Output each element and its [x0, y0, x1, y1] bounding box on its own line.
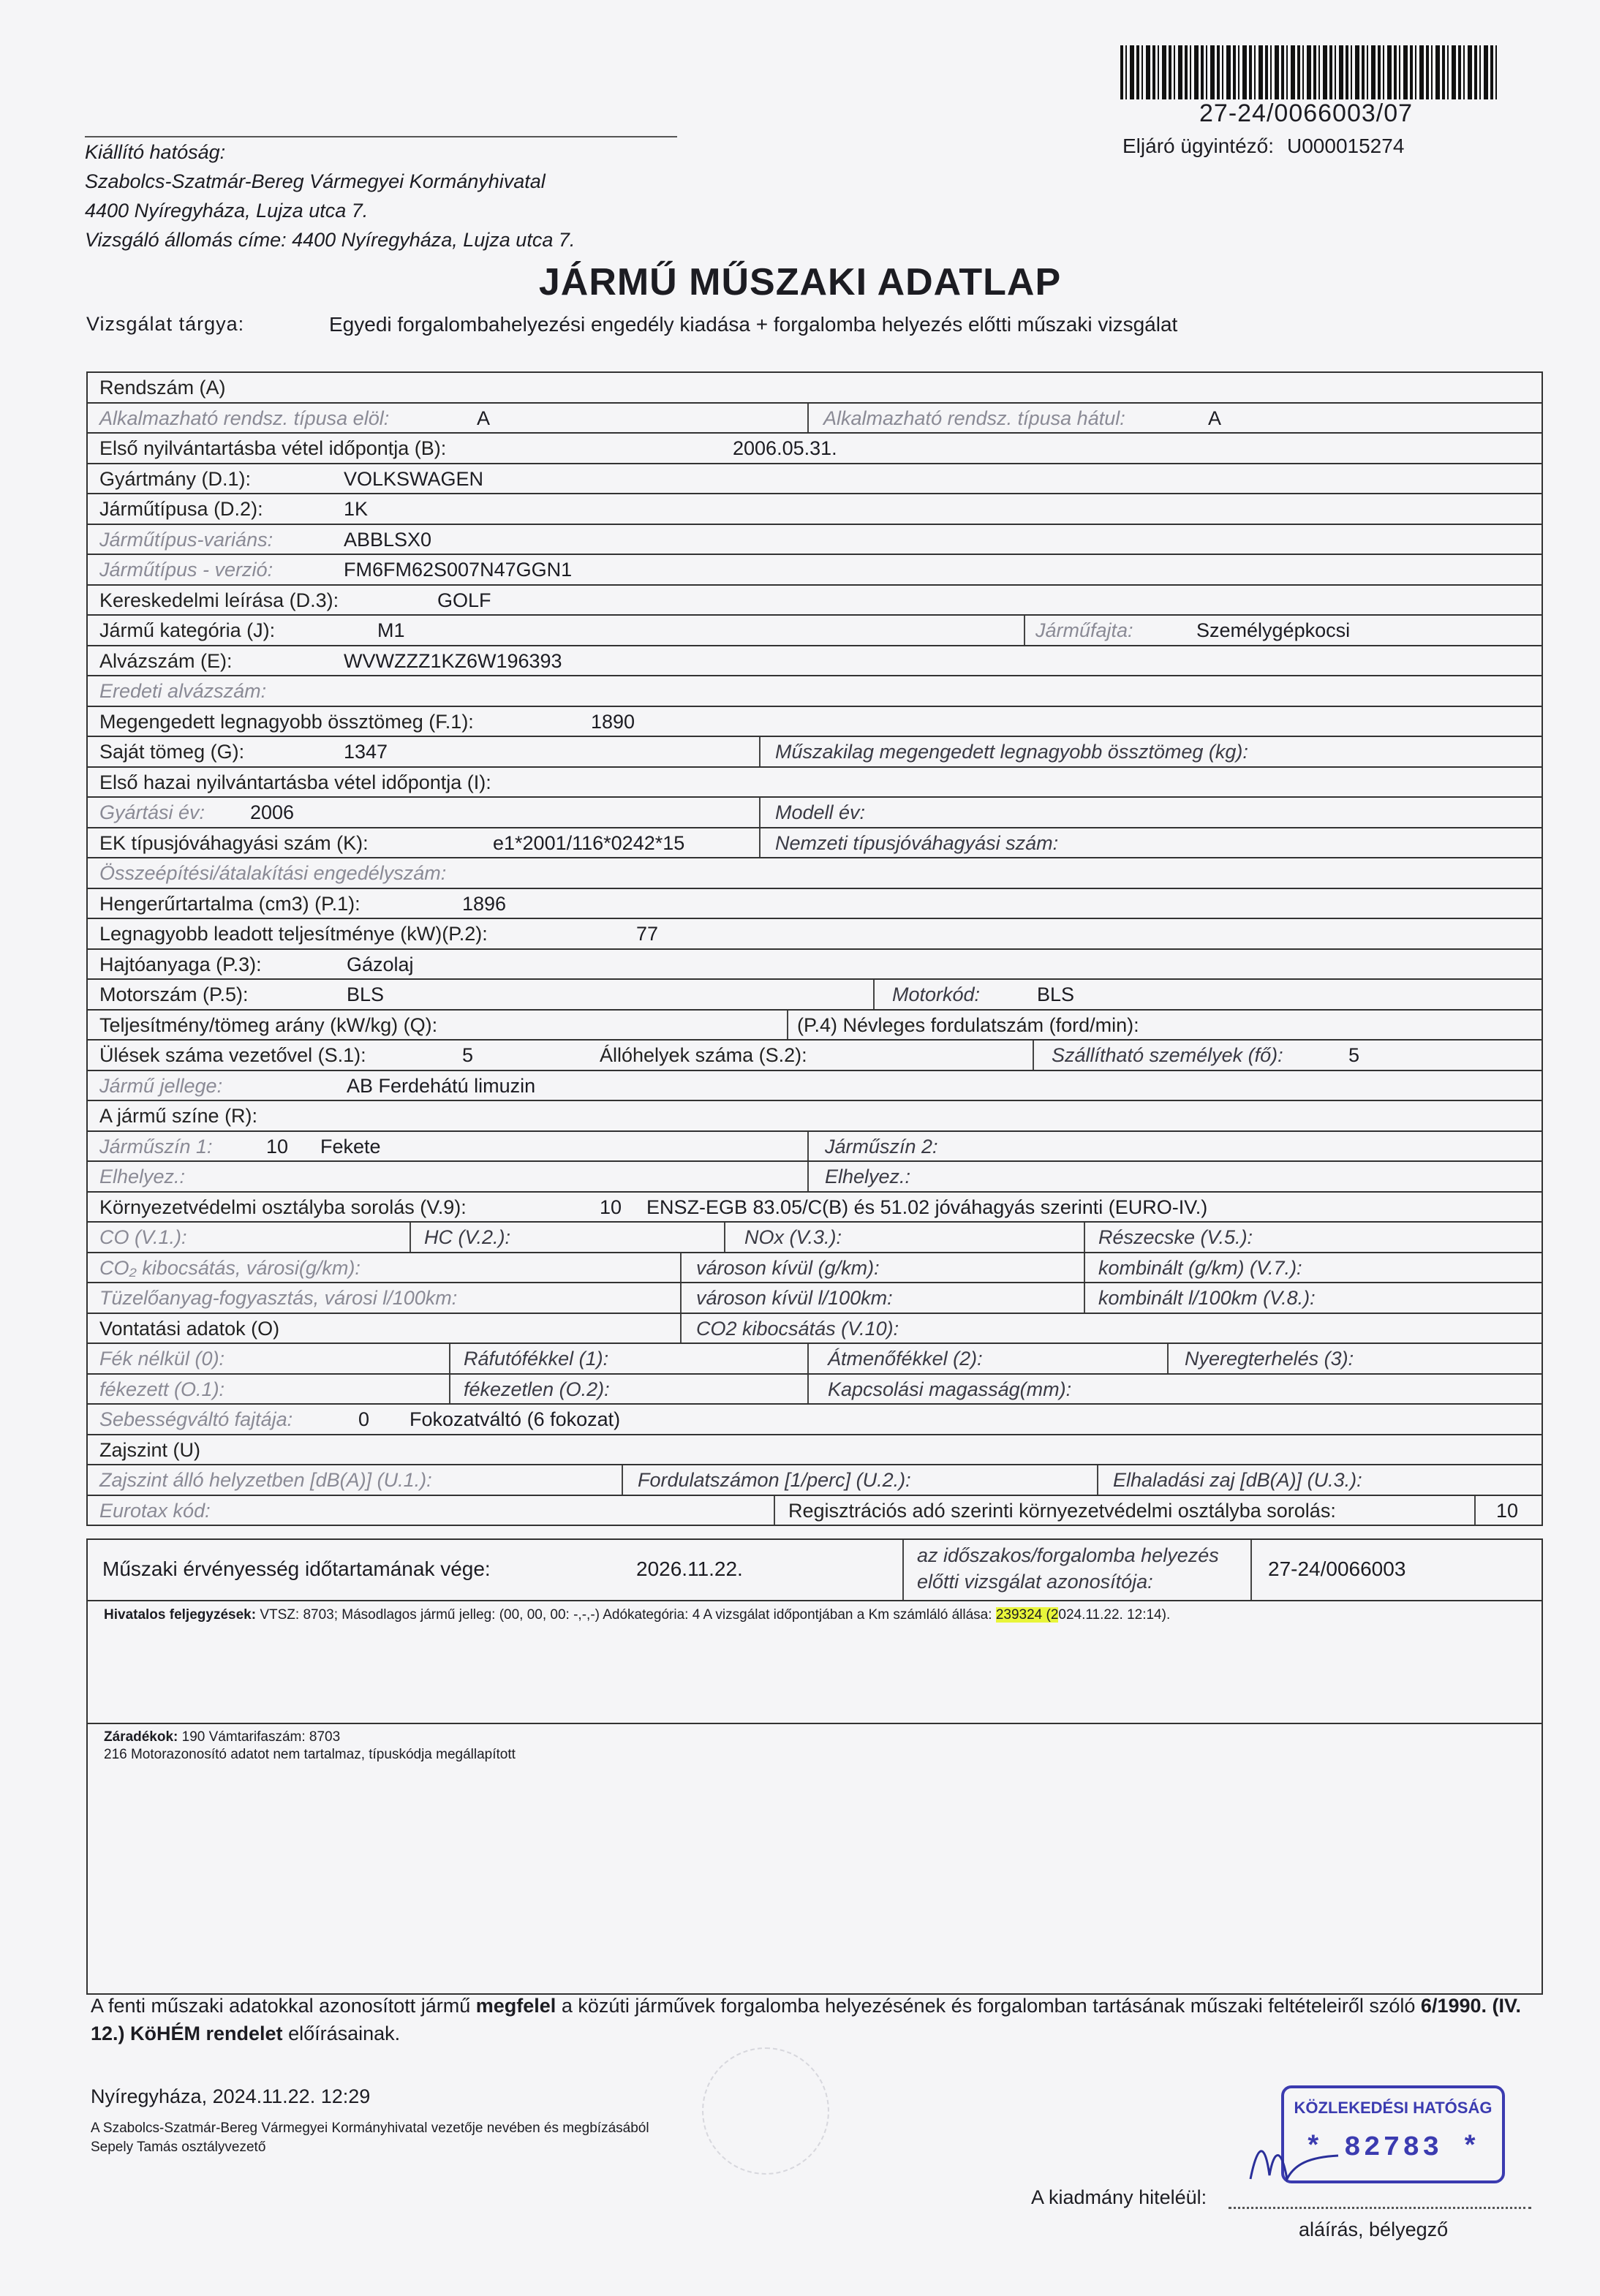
plate-label: Rendszám (A) [99, 377, 226, 399]
trade-label: Kereskedelmi leírása (D.3): [99, 589, 339, 611]
stamp-title: KÖZLEKEDÉSI HATÓSÁG [1294, 2099, 1493, 2117]
row-rebuild [88, 858, 1541, 889]
seats-value: 5 [462, 1044, 474, 1066]
notes-body: VTSZ: 8703; Másodlagos jármű jelleg: (00, 00, 00: -,-,-) Adókategória: 4 A vizsgálat időpontjában a Km számláló állása: [256, 1607, 996, 1623]
clauses-tariff: 190 Vámtarifaszám: 8703 [178, 1729, 341, 1745]
row-body [88, 1071, 1541, 1102]
body-value: AB Ferdehátú limuzin [347, 1074, 536, 1097]
color-label: A jármű színe (R): [99, 1105, 258, 1127]
signer-block [91, 2119, 649, 2157]
type-value: 1K [344, 498, 369, 520]
own-mass-label: Saját tömeg (G): [99, 741, 245, 763]
year-value: 2006 [250, 801, 295, 823]
row-vin [88, 646, 1541, 677]
row-color1 [88, 1132, 1541, 1163]
inspection-id-label-2: előtti vizsgálat azonosítója: [917, 1571, 1153, 1593]
first-reg-label: Első nyilvántartásba vétel időpontja (B): [99, 437, 447, 459]
inspection-id-value: 27-24/0066003 [1268, 1557, 1406, 1580]
data-form [86, 371, 1543, 1526]
plate-front-value: A [477, 407, 491, 429]
noise-stat-label: Zajszint álló helyzetben [dB(A)] (U.1.): [99, 1469, 432, 1491]
co2-out-label: városon kívül (g/km): [696, 1256, 880, 1279]
row-brakes [88, 1344, 1541, 1375]
official-notes [86, 1598, 1543, 1724]
row-domestic-reg [88, 768, 1541, 798]
subject-value: Egyedi forgalombahelyezési engedély kiadása + forgalomba helyezés előtti műszaki vizsgálat [329, 313, 1178, 336]
statement-bold-2: 6/1990. (IV. 12.) KöHÉM rendelet [91, 1995, 1522, 2044]
engine-code-value: BLS [1037, 983, 1075, 1005]
tow-label: Vontatási adatok (O) [99, 1317, 280, 1340]
row-power [88, 919, 1541, 950]
fuel-label: Hajtóanyaga (P.3): [99, 953, 262, 975]
max-mass-value: 1890 [591, 710, 635, 733]
row-trade [88, 586, 1541, 616]
row-displacement [88, 889, 1541, 920]
row-noise-values [88, 1465, 1541, 1496]
seats-label: Ülések száma vezetővel (S.1): [99, 1044, 366, 1066]
standing-label: Állóhelyek száma (S.2): [600, 1044, 807, 1066]
row-place [88, 1162, 1541, 1193]
signature-icon [1243, 2135, 1346, 2194]
row-towing [88, 1314, 1541, 1345]
signer-line-2: Sepely Tamás osztályvezető [91, 2140, 266, 2155]
fuel-value: Gázolaj [347, 953, 414, 975]
max-mass-label: Megengedett legnagyobb össztömeg (F.1): [99, 710, 474, 733]
certify-label: A kiadmány hiteléül: [1031, 2186, 1207, 2208]
gearbox-label: Sebességváltó fajtája: [99, 1408, 293, 1430]
statement-part-3: előírásainak. [282, 2023, 401, 2044]
row-orig-vin [88, 676, 1541, 707]
row-engine [88, 980, 1541, 1011]
noise-label: Zajszint (U) [99, 1438, 201, 1461]
nox-label: NOx (V.3.): [744, 1226, 842, 1248]
row-pw-ratio [88, 1011, 1541, 1041]
nobrake-label: Fék nélkül (0): [99, 1348, 225, 1370]
signature-line [1229, 2207, 1531, 2209]
ec-value: e1*2001/116*0242*15 [493, 831, 685, 854]
handler [1122, 135, 1404, 158]
category-value: M1 [377, 619, 405, 641]
place-date: Nyíregyháza, 2024.11.22. 12:29 [91, 2085, 371, 2107]
row-ec-approval [88, 828, 1541, 859]
row-eurotax [88, 1496, 1541, 1525]
statement-part-1: A fenti műszaki adatokkal azonosított jármű [91, 1995, 476, 2017]
ec-label: EK típusjóváhagyási szám (K): [99, 831, 369, 854]
odometer-date-rest: 024.11.22. 12:14). [1058, 1607, 1171, 1623]
braked-label: fékezett (O.1): [99, 1378, 225, 1400]
fuel-out-label: városon kívül l/100km: [696, 1287, 893, 1309]
row-make [88, 464, 1541, 495]
unbraked-label: fékezetlen (O.2): [464, 1378, 610, 1400]
version-value: FM6FM62S007N47GGN1 [344, 559, 573, 581]
row-first-reg [88, 434, 1541, 464]
variant-label: Járműtípus-variáns: [99, 528, 273, 551]
odometer-date-start: (2 [1042, 1607, 1059, 1623]
fuel-city-label: Tüzelőanyag-fogyasztás, városi l/100km: [99, 1287, 458, 1309]
odometer-value: 239324 [995, 1607, 1043, 1623]
compliance-statement [91, 1992, 1539, 2047]
row-emissions-1 [88, 1223, 1541, 1253]
signer-line-1: A Szabolcs-Szatmár-Bereg Vármegyei Kormányhivatal vezetője nevében és megbízásából [91, 2121, 649, 2136]
official-seal-icon [702, 2047, 829, 2175]
national-label: Nemzeti típusjóváhagyási szám: [775, 831, 1059, 854]
place1-label: Elhelyez.: [99, 1166, 186, 1187]
clauses-label: Záradékok: [104, 1729, 178, 1745]
engine-no-value: BLS [347, 983, 385, 1005]
color2-label: Járműszín 2: [825, 1135, 938, 1158]
statement-part-2: a közúti járművek forgalomba helyezésének és forgalomban tartásának műszaki feltételeiről szóló [556, 1995, 1421, 2017]
color1-code: 10 [266, 1135, 289, 1158]
noise-rpm-label: Fordulatszámon [1/perc] (U.2.): [638, 1469, 911, 1491]
validity-value: 2026.11.22. [636, 1557, 743, 1580]
power-label: Legnagyobb leadott teljesítménye (kW)(P.2): [99, 923, 488, 945]
persons-label: Szállítható személyek (fő): [1052, 1044, 1283, 1066]
row-plate [88, 373, 1541, 404]
row-env [88, 1193, 1541, 1223]
persons-value: 5 [1348, 1044, 1360, 1066]
through-label: Átmenőfékkel (2): [828, 1348, 983, 1370]
row-year [88, 798, 1541, 828]
handler-value: U000015274 [1287, 135, 1405, 157]
pw-ratio-label: Teljesítmény/tömeg arány (kW/kg) (Q): [99, 1013, 438, 1036]
co2-city-label: CO₂ kibocsátás, városi(g/km): [99, 1256, 361, 1279]
row-plate-type [88, 404, 1541, 434]
color1-value: Fekete [320, 1135, 381, 1158]
co2-em-label: CO2 kibocsátás (V.10): [696, 1317, 899, 1340]
first-reg-value: 2006.05.31. [733, 437, 837, 459]
row-color [88, 1101, 1541, 1132]
engine-code-label: Motorkód: [892, 983, 981, 1005]
body-label: Jármű jellege: [99, 1074, 223, 1097]
plate-rear-label: Alkalmazható rendsz. típusa hátul: [823, 407, 1125, 429]
issuer-address: 4400 Nyíregyháza, Lujza utca 7. [85, 200, 369, 222]
power-value: 77 [636, 923, 659, 945]
plate-rear-value: A [1208, 407, 1222, 429]
row-noise [88, 1435, 1541, 1466]
trade-value: GOLF [437, 589, 491, 611]
kind-value: Személygépkocsi [1196, 619, 1351, 641]
gearbox-value: Fokozatváltó (6 fokozat) [410, 1408, 621, 1430]
row-type [88, 494, 1541, 525]
station-address: Vizsgáló állomás címe: 4400 Nyíregyháza, Lujza utca 7. [85, 229, 576, 251]
noise-pass-label: Elhaladási zaj [dB(A)] (U.3.): [1113, 1469, 1362, 1491]
rpm-label: (P.4) Névleges fordulatszám (ford/min): [797, 1013, 1139, 1036]
place2-label: Elhelyez.: [825, 1166, 911, 1187]
row-emissions-2 [88, 1253, 1541, 1284]
clauses-line-1 [104, 1729, 340, 1746]
env-label: Környezetvédelmi osztályba sorolás (V.9): [99, 1196, 467, 1218]
issuer-block [85, 137, 575, 254]
orig-vin-label: Eredeti alvázszám: [99, 680, 267, 702]
env-code: 10 [600, 1196, 622, 1218]
displacement-value: 1896 [462, 892, 507, 915]
reg-tax-label: Regisztrációs adó szerinti környezetvédelmi osztályba sorolás: [788, 1499, 1336, 1522]
make-label: Gyártmány (D.1): [99, 467, 252, 490]
env-value: ENSZ-EGB 83.05/C(B) és 51.02 jóváhagyás szerinti (EURO-IV.) [646, 1196, 1208, 1218]
fuel-comb-label: kombinált l/100km (V.8.): [1098, 1287, 1316, 1309]
displacement-label: Hengerűrtartalma (cm3) (P.1): [99, 892, 361, 915]
coupling-label: Kapcsolási magasság(mm): [828, 1378, 1072, 1400]
vin-value: WVWZZZ1KZ6W196393 [344, 649, 562, 672]
row-brakes-2 [88, 1375, 1541, 1405]
eurotax-label: Eurotax kód: [99, 1499, 211, 1522]
row-seats [88, 1041, 1541, 1071]
validity-label: Műszaki érvényesség időtartamának vége: [102, 1557, 491, 1580]
notes-label: Hivatalos feljegyzések: [104, 1607, 257, 1623]
barcode [1120, 45, 1498, 99]
rebuild-label: Összeépítési/átalakítási engedélyszám: [99, 862, 447, 884]
reg-tax-value: 10 [1496, 1499, 1519, 1522]
validity-box [86, 1538, 1543, 1601]
saddle-label: Nyeregterhelés (3): [1185, 1348, 1354, 1370]
variant-value: ABBLSX0 [344, 528, 432, 551]
version-label: Járműtípus - verzió: [99, 559, 273, 581]
hc-label: HC (V.2.): [424, 1226, 511, 1248]
plate-front-label: Alkalmazható rendsz. típusa elöl: [99, 407, 390, 429]
statement-bold-1: megfelel [475, 1995, 556, 2017]
issuer-name: Szabolcs-Szatmár-Bereg Vármegyei Kormányhivatal [85, 170, 546, 192]
inspection-id-label-1: az időszakos/forgalomba helyezés [917, 1544, 1219, 1566]
make-value: VOLKSWAGEN [344, 467, 484, 490]
co-label: CO (V.1.): [99, 1226, 187, 1248]
page-title: JÁRMŰ MŰSZAKI ADATLAP [538, 261, 1062, 303]
engine-no-label: Motorszám (P.5): [99, 983, 249, 1005]
color1-label: Járműszín 1: [99, 1135, 213, 1158]
row-fuel [88, 950, 1541, 981]
domestic-reg-label: Első hazai nyilvántartásba vétel időpontja (I): [99, 771, 491, 793]
kind-label: Járműfajta: [1035, 619, 1133, 641]
gearbox-code: 0 [358, 1408, 370, 1430]
category-label: Jármű kategória (J): [99, 619, 276, 641]
clauses-line-2: 216 Motorazonosító adatot nem tartalmaz, típuskódja megállapított [104, 1747, 516, 1762]
row-gearbox [88, 1405, 1541, 1435]
notes-text [104, 1607, 1170, 1623]
type-label: Járműtípusa (D.2): [99, 498, 263, 520]
row-own-mass [88, 737, 1541, 768]
model-year-label: Modell év: [775, 801, 866, 823]
year-label: Gyártási év: [99, 801, 205, 823]
tech-max-mass-label: Műszakilag megengedett legnagyobb össztömeg (kg): [775, 741, 1248, 763]
co2-comb-label: kombinált (g/km) (V.7.): [1098, 1256, 1302, 1279]
signature-caption: aláírás, bélyegző [1299, 2218, 1449, 2240]
vin-label: Alvázszám (E): [99, 649, 233, 672]
row-fuel-consumption [88, 1283, 1541, 1314]
issuer-label: Kiállító hatóság: [85, 141, 226, 163]
clauses-box [86, 1723, 1543, 1995]
handler-label: Eljáró ügyintéző: [1122, 135, 1275, 157]
subject-label: Vizsgálat tárgya: [86, 313, 245, 335]
own-mass-value: 1347 [344, 741, 388, 763]
row-max-mass [88, 707, 1541, 738]
document-number: 27-24/0066003/07 [1199, 99, 1414, 127]
overrun-label: Ráfutófékkel (1): [464, 1348, 609, 1370]
stamp-number: * 82783 * [1305, 2132, 1482, 2164]
row-variant [88, 525, 1541, 556]
pm-label: Részecske (V.5.): [1098, 1226, 1253, 1248]
row-category [88, 616, 1541, 646]
row-version [88, 555, 1541, 586]
